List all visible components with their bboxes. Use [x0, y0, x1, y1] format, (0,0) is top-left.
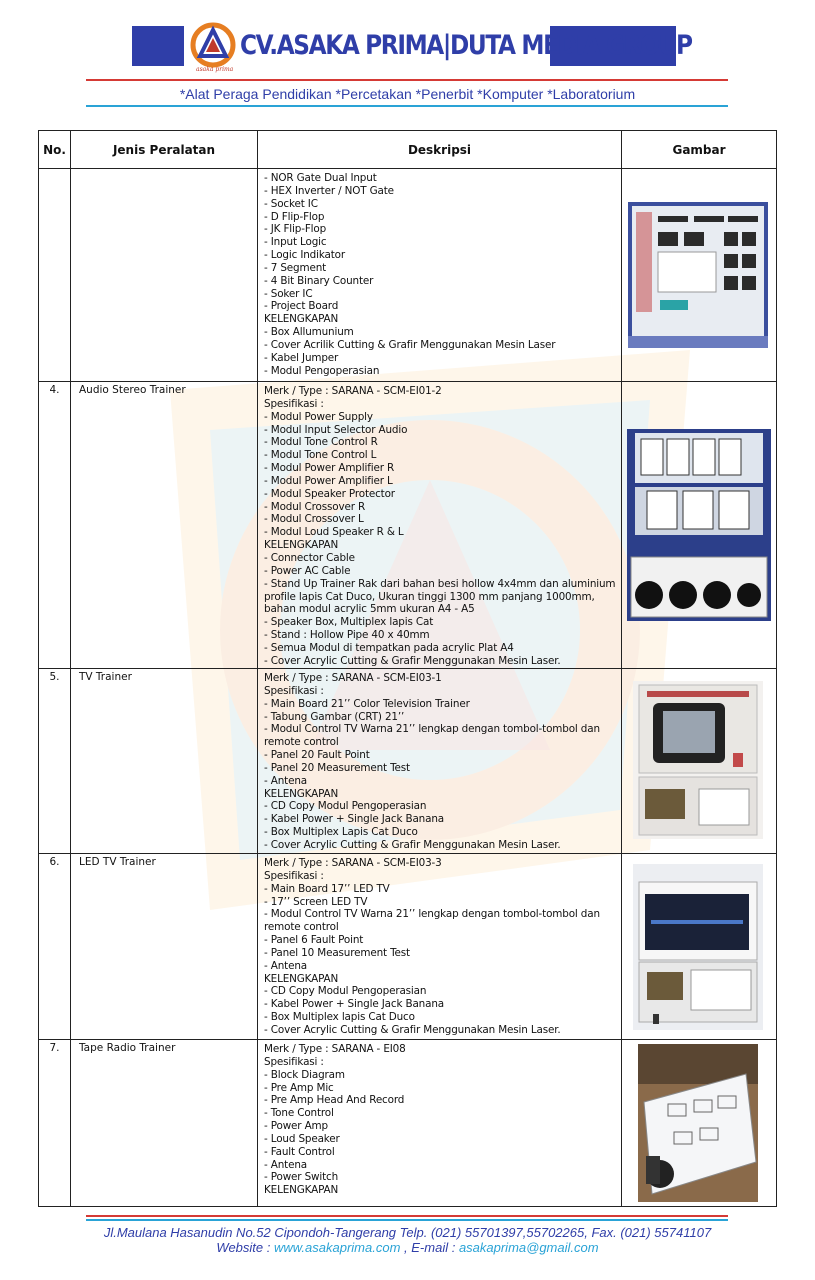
row-deskripsi: - NOR Gate Dual Input - HEX Inverter / NOT Gate - Socket IC - D Flip-Flop - JK Flip-Flop - Input Logic - Logic Indikator - 7 Segment - 4 Bit Binary Counter - Soker IC - Project Board KELENGKAPAN - Box Allumunium - Cover Acrilik Cutting & Grafir Menggunakan Mesin Laser - Kabel Jumper - Modul Pengoperasian: [258, 169, 622, 382]
tv-trainer-photo: [633, 681, 763, 839]
table-row: [39, 382, 777, 669]
website-link[interactable]: www.asakaprima.com: [273, 1240, 401, 1255]
row-jenis: [71, 169, 258, 382]
row-no: [39, 169, 71, 382]
header-band-left: [132, 26, 184, 66]
row-deskripsi: Merk / Type : SARANA - EI08 Spesifikasi : - Block Diagram - Pre Amp Mic - Pre Amp Head And Record - Tone Control - Power Amp - Loud Speaker - Fault Control - Antena - Power Switch KELENGKAPAN: [258, 1040, 622, 1207]
row-deskripsi: Merk / Type : SARANA - SCM-EI03-1 Spesifikasi : - Main Board 21’’ Color Television Trainer - Tabung Gambar (CRT) 21’’ - Modul Control TV Warna 21’’ lengkap dengan tombol-tombol dan remote control - Panel 20 Fault Point - Panel 20 Measurement Test - Antena KELENGKAPAN - CD Copy Modul Pengoperasian - Kabel Power + Single Jack Banana - Box Multiplex Lapis Cat Duco - Cover Acrylic Cutting & Grafir Menggunakan Mesin Laser.: [258, 669, 622, 854]
footer-contact: [0, 1240, 815, 1255]
row-gambar: [622, 854, 777, 1040]
footer-address: Jl.Maulana Hasanudin No.52 Cipondoh-Tangerang Telp. (021) 55701397,55702265, Fax. (021) 55741107: [103, 1225, 712, 1240]
table-row: [39, 169, 777, 382]
row-no: 4.: [39, 382, 71, 669]
row-gambar: [622, 382, 777, 669]
row-gambar: [622, 669, 777, 854]
header-gambar: Gambar: [622, 131, 777, 169]
audio-stereo-trainer-photo: [627, 429, 771, 621]
equipment-table: [38, 130, 777, 1207]
tagline: *Alat Peraga Pendidikan *Percetakan *Penerbit *Komputer *Laboratorium: [179, 86, 636, 102]
row-jenis: TV Trainer: [71, 669, 258, 854]
website-label: Website :: [216, 1240, 274, 1255]
email-link[interactable]: asakaprima@gmail.com: [458, 1240, 599, 1255]
header-divider-blue: [86, 105, 728, 107]
footer-divider-blue: [86, 1219, 728, 1221]
email-label: , E-mail :: [400, 1240, 459, 1255]
header-no: No.: [39, 131, 71, 169]
row-no: 5.: [39, 669, 71, 854]
table-header-row: [39, 131, 777, 169]
company-title: CV.ASAKA PRIMA|DUTA MEDIA GROUP: [240, 30, 692, 61]
footer-divider-red: [86, 1215, 728, 1217]
row-gambar: [622, 1040, 777, 1207]
led-tv-trainer-photo: [633, 864, 763, 1030]
company-logo-icon: [190, 22, 236, 68]
row-deskripsi: Merk / Type : SARANA - SCM-EI03-3 Spesifikasi : - Main Board 17’’ LED TV - 17’’ Screen LED TV - Modul Control TV Warna 21’’ lengkap dengan tombol-tombol dan remote control - Panel 6 Fault Point - Panel 10 Measurement Test - Antena KELENGKAPAN - CD Copy Modul Pengoperasian - Kabel Power + Single Jack Banana - Box Multiplex lapis Cat Duco - Cover Acrylic Cutting & Grafir Menggunakan Mesin Laser.: [258, 854, 622, 1040]
logo-small-text: asaka prima: [196, 66, 234, 73]
header-jenis: Jenis Peralatan: [71, 131, 258, 169]
row-jenis: Tape Radio Trainer: [71, 1040, 258, 1207]
table-row: [39, 1040, 777, 1207]
header-divider-red: [86, 79, 728, 81]
row-gambar: [622, 169, 777, 382]
header-deskripsi: Deskripsi: [258, 131, 622, 169]
row-no: 7.: [39, 1040, 71, 1207]
digital-trainer-photo: [628, 202, 768, 348]
row-jenis: Audio Stereo Trainer: [71, 382, 258, 669]
tape-radio-trainer-photo: [638, 1044, 758, 1202]
row-deskripsi: Merk / Type : SARANA - SCM-EI01-2 Spesifikasi : - Modul Power Supply - Modul Input Selector Audio - Modul Tone Control R - Modul Tone Control L - Modul Power Amplifier R - Modul Power Amplifier L - Modul Speaker Protector - Modul Crossover R - Modul Crossover L - Modul Loud Speaker R & L KELENGKAPAN - Connector Cable - Power AC Cable - Stand Up Trainer Rak dari bahan besi hollow 4x4mm dan aluminium profile lapis Cat Duco, Ukuran tinggi 1300 mm panjang 1000mm, bahan modul acrylic 5mm ukuran A4 - A5 - Speaker Box, Multiplex lapis Cat - Stand : Hollow Pipe 40 x 40mm - Semua Modul di tempatkan pada acrylic Plat A4 - Cover Acrylic Cutting & Grafir Menggunakan Mesin Laser.: [258, 382, 622, 669]
table-row: [39, 854, 777, 1040]
table-row: [39, 669, 777, 854]
row-no: 6.: [39, 854, 71, 1040]
row-jenis: LED TV Trainer: [71, 854, 258, 1040]
